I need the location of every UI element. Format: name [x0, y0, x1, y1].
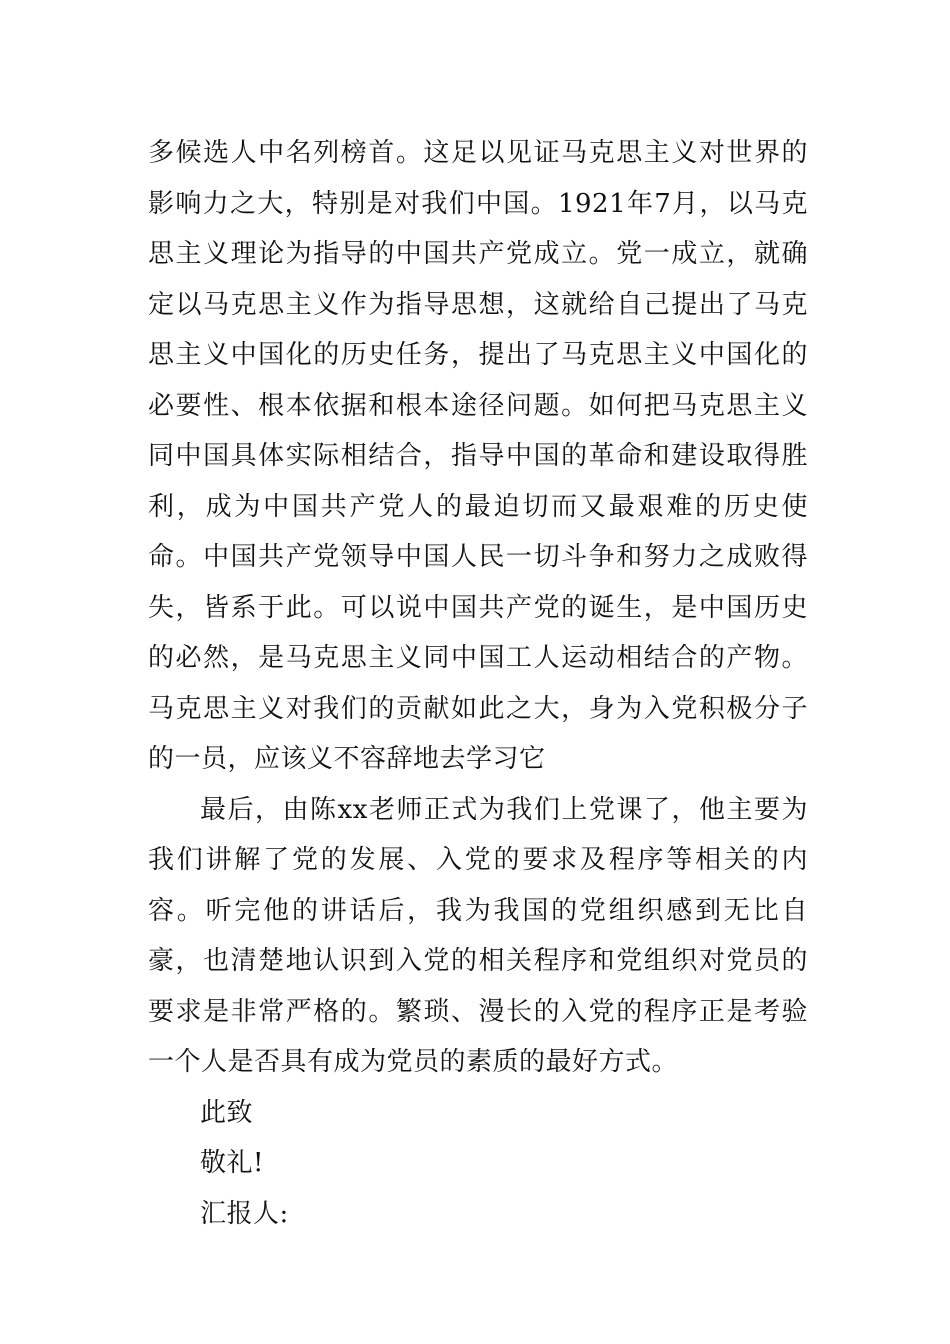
paragraph-continuation: 多候选人中名列榜首。这足以见证马克思主义对世界的影响力之大，特别是对我们中国。1921年7月，以马克思主义理论为指导的中国共产党成立。党一成立，就确定以马克思主义作为指导思想，这就给自己提出了马克思主义中国化的历史任务，提出了马克思主义中国化的必要性、根本依据和根本途径问题。如何把马克思主义同中国具体实际相结合，指导中国的革命和建设取得胜利，成为中国共产党人的最迫切而又最艰难的历史使命。中国共产党领导中国人民一切斗争和努力之成败得失，皆系于此。可以说中国共产党的诞生，是中国历史的必然，是马克思主义同中国工人运动相结合的产物。马克思主义对我们的贡献如此之大，身为入党积极分子的一员，应该义不容辞地去学习它 — [148, 138, 808, 774]
closing-salutation-2: 敬礼! — [200, 1148, 264, 1178]
paragraph-party-class: 最后，由陈xx老师正式为我们上党课了，他主要为我们讲解了党的发展、入党的要求及程序等相关的内容。听完他的讲话后，我为我国的党组织感到无比自豪，也清楚地认识到入党的相关程序和党组织对党员的要求是非常严格的。繁琐、漫长的入党的程序正是考验一个人是否具有成为党员的素质的最好方式。 — [148, 794, 808, 1077]
reporter-label: 汇报人: — [200, 1198, 289, 1229]
closing-salutation-1: 此致 — [200, 1097, 254, 1128]
document-body — [148, 128, 808, 1239]
